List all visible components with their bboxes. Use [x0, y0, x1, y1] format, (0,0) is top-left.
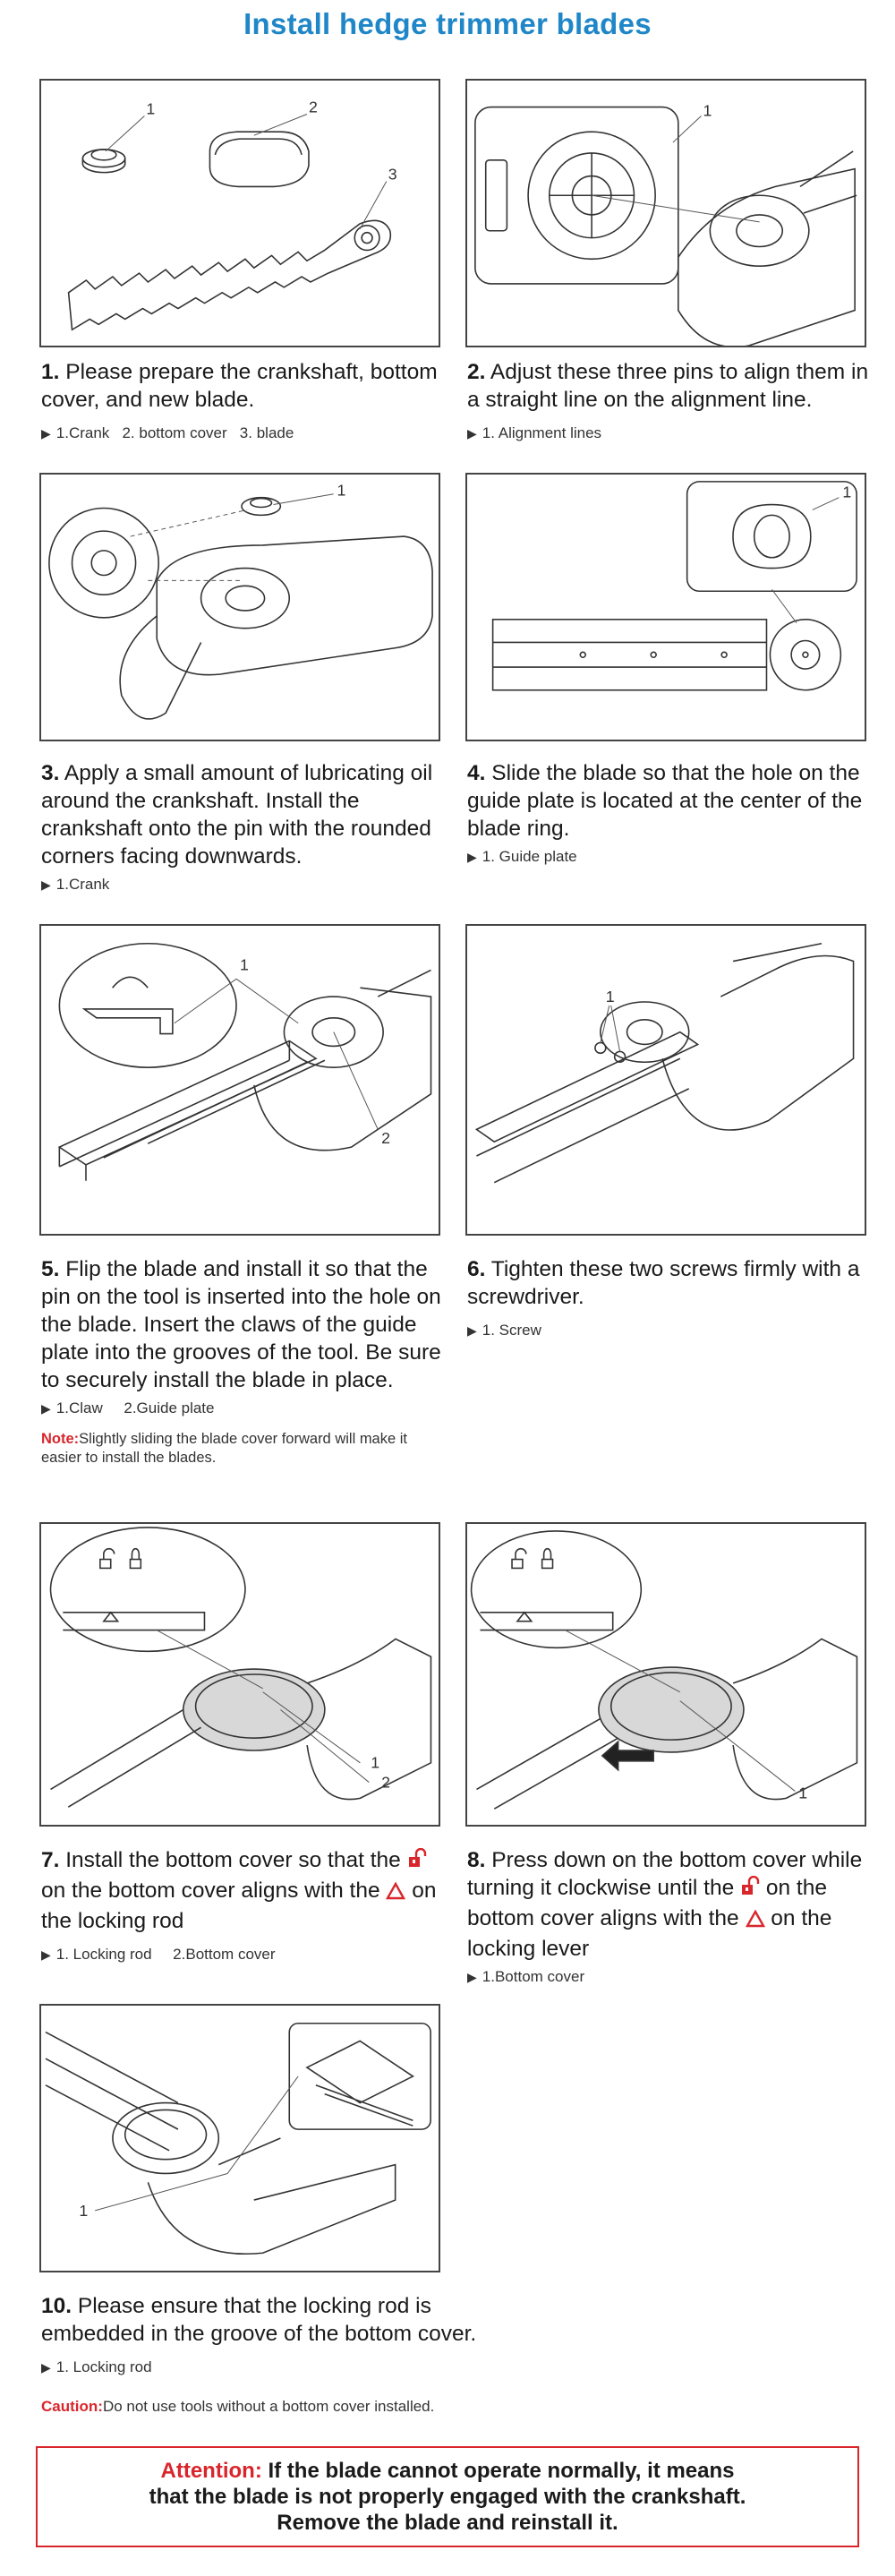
legend-text: 1.Bottom cover [482, 1968, 585, 1985]
step-number: 2. [467, 360, 486, 384]
step-2 [467, 358, 877, 442]
right-triangle-icon: ▶ [41, 877, 51, 892]
figure-step-8 [465, 1522, 866, 1827]
figure-step-7 [39, 1522, 440, 1827]
step-text: on the locking lever [467, 1906, 832, 1961]
bottom-cover-illustration [209, 132, 309, 186]
callout-label: 1 [605, 988, 615, 1006]
step-text: on the locking rod [41, 1879, 437, 1933]
step-number: 8. [467, 1848, 486, 1872]
magnified-crank-view [475, 107, 678, 284]
caution-text: Do not use tools without a bottom cover installed. [102, 2398, 435, 2415]
bottom-cover-illustration [183, 1669, 325, 1750]
magnified-groove-view [289, 2024, 430, 2129]
blade-illustration [493, 620, 767, 690]
blade-illustration [69, 220, 391, 329]
step-5-instruction [41, 1255, 451, 1394]
tool-body-illustration [601, 944, 854, 1130]
step-text: Tighten these two screws firmly with a screwdriver. [467, 1257, 860, 1309]
tool-body-illustration [148, 2138, 395, 2254]
bottom-cover-illustration [113, 2103, 218, 2174]
magnified-crank-view [49, 508, 158, 617]
step-1-legend [41, 424, 451, 442]
attention-box [36, 2446, 859, 2547]
legend-text: 1.Crank [55, 876, 110, 893]
step-4 [467, 759, 877, 866]
note [41, 1430, 417, 1468]
page-title: Install hedge trimmer blades [243, 7, 652, 40]
right-triangle-icon: ▶ [467, 850, 477, 864]
right-triangle-icon: ▶ [41, 1401, 51, 1416]
step-7 [41, 1846, 451, 1964]
callout-label: 2 [308, 98, 318, 116]
figure-step-4 [465, 473, 866, 741]
step-number: 4. [467, 761, 486, 785]
caution [41, 2398, 434, 2416]
step-8 [467, 1846, 877, 1986]
step-text: Adjust these three pins to align them in a straight line on the alignment line. [467, 360, 869, 412]
step-number: 10. [41, 2294, 72, 2318]
blade-illustration [476, 1032, 697, 1183]
unlock-icon [740, 1876, 760, 1904]
attention-line-2: that the blade is not properly engaged with the crankshaft. [149, 2485, 746, 2509]
triangle-mark-icon [746, 1907, 765, 1935]
step-1-instruction [41, 358, 451, 414]
note-label: Note: [41, 1431, 80, 1447]
step-2-legend [467, 424, 877, 442]
crankshaft-illustration [242, 498, 280, 516]
step-number: 3. [41, 761, 60, 785]
callout-label: 1 [240, 955, 249, 974]
step-text: Please prepare the crankshaft, bottom cover, and new blade. [41, 360, 438, 412]
figure-step-2 [465, 79, 866, 347]
step-3-legend [41, 876, 451, 894]
callout-label: 1 [79, 2201, 89, 2220]
callout-label: 2 [381, 1773, 391, 1792]
legend-text: 1. Guide plate [482, 848, 577, 865]
legend-text: 1. Alignment lines [482, 424, 602, 441]
step-text: Install the bottom cover so that the [59, 1848, 407, 1872]
blade-illustration [59, 1041, 325, 1181]
right-triangle-icon: ▶ [467, 1323, 477, 1338]
magnified-lock-view [51, 1528, 245, 1651]
screw-illustration [595, 1042, 626, 1062]
step-3 [41, 759, 451, 894]
blade-ring-illustration [770, 620, 840, 690]
legend-text: 1.Crank 2. bottom cover 3. blade [55, 424, 294, 441]
step-10-instruction [41, 2292, 524, 2348]
right-triangle-icon: ▶ [467, 1970, 477, 1984]
step-2-instruction [467, 358, 877, 414]
step-7-legend [41, 1946, 451, 1964]
step-1 [41, 358, 451, 442]
step-number: 6. [467, 1257, 486, 1281]
tool-body-illustration [120, 536, 432, 719]
right-triangle-icon: ▶ [41, 1947, 51, 1962]
step-4-instruction [467, 759, 877, 843]
step-text: Flip the blade and install it so that the pin on the tool is inserted into the hole on the blade. Insert the claws of the guide plate into the grooves of the tool. Be sure to securely install the blade in place. [41, 1257, 441, 1392]
step-6 [467, 1255, 877, 1339]
step-4-legend [467, 848, 877, 866]
step-number: 7. [41, 1848, 60, 1872]
figure-step-6 [465, 924, 866, 1236]
unlock-icon [407, 1848, 427, 1877]
step-3-instruction [41, 759, 451, 870]
step-text: on the bottom cover aligns with the [467, 1876, 827, 1930]
attention-line-1: If the blade cannot operate normally, it means [261, 2459, 735, 2483]
callout-label: 1 [703, 101, 712, 120]
step-5-legend [41, 1399, 451, 1417]
figure-step-5 [39, 924, 440, 1236]
step-8-legend [467, 1968, 877, 1986]
callout-label: 1 [371, 1753, 380, 1772]
step-10-legend [41, 2358, 524, 2376]
caution-label: Caution: [41, 2398, 103, 2415]
crankshaft-illustration [82, 150, 124, 173]
magnified-lock-view [472, 1531, 642, 1647]
step-6-legend [467, 1322, 877, 1339]
tool-body-illustration [254, 970, 431, 1150]
step-text: Please ensure that the locking rod is embedded in the groove of the bottom cover. [41, 2294, 477, 2346]
callout-label: 1 [798, 1784, 808, 1802]
callout-label: 3 [388, 165, 397, 184]
step-7-instruction [41, 1846, 451, 1935]
tool-body-illustration [678, 151, 857, 346]
legend-text: 1. Screw [482, 1322, 541, 1339]
step-text: Slide the blade so that the hole on the guide plate is located at the center of the blade ring. [467, 761, 863, 841]
step-text: Apply a small amount of lubricating oil around the crankshaft. Install the crankshaft onto the pin with the rounded corners facing downwards. [41, 761, 433, 869]
figure-step-3 [39, 473, 440, 741]
legend-text: 1. Locking rod [55, 2358, 152, 2375]
step-number: 1. [41, 360, 60, 384]
step-text: Press down on the bottom cover while turning it clockwise until the [467, 1848, 863, 1900]
legend-text: 1.Claw 2.Guide plate [55, 1399, 215, 1416]
right-triangle-icon: ▶ [467, 426, 477, 441]
callout-label: 1 [337, 481, 346, 500]
right-triangle-icon: ▶ [41, 2360, 51, 2375]
bottom-cover-illustration [599, 1667, 744, 1752]
callout-label: 1 [842, 483, 852, 501]
magnified-guide-plate-view [687, 482, 857, 591]
figure-step-10 [39, 2004, 440, 2272]
triangle-mark-icon [386, 1879, 405, 1907]
step-number: 5. [41, 1257, 60, 1281]
step-5 [41, 1255, 451, 1468]
blade-illustration [46, 2033, 178, 2151]
attention-line-3: Remove the blade and reinstall it. [277, 2511, 618, 2535]
legend-text: 1. Locking rod 2.Bottom cover [55, 1946, 276, 1963]
step-6-instruction [467, 1255, 877, 1311]
callout-label: 1 [146, 99, 156, 118]
step-10 [41, 2292, 524, 2376]
note-text: Slightly sliding the blade cover forward will make it easier to install the blades. [41, 1431, 407, 1466]
figure-step-1 [39, 79, 440, 347]
right-triangle-icon: ▶ [41, 426, 51, 441]
attention-label: Attention: [160, 2459, 262, 2483]
step-8-instruction [467, 1846, 877, 1963]
magnified-claw-view [59, 944, 236, 1067]
step-text: on the bottom cover aligns with the [41, 1879, 387, 1903]
callout-label: 2 [381, 1129, 391, 1148]
